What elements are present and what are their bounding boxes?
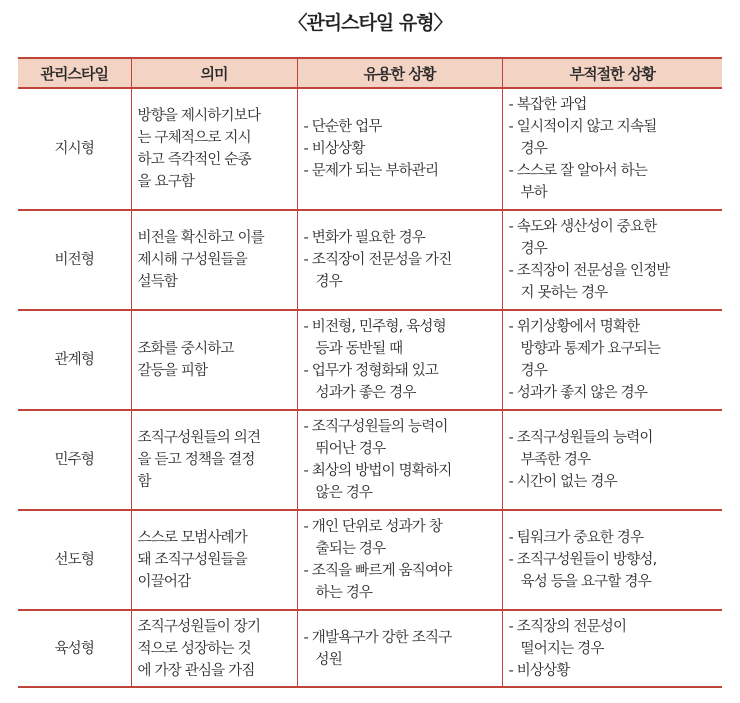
meaning-line: 이끌어감	[137, 574, 191, 590]
unsuitable-line: - 조직장의 전문성이	[508, 618, 627, 635]
table-row	[18, 610, 722, 687]
header-useful: 유용한 상황	[297, 58, 502, 88]
style-name: 선도형	[18, 510, 131, 610]
useful-line: - 개인 단위로 성과가 창	[303, 519, 443, 535]
useful-line: 성과가 좋은 경우	[315, 385, 416, 401]
useful-cell	[297, 210, 502, 310]
useful-line: - 조직구성원들의 능력이	[303, 419, 448, 435]
useful-cell	[297, 510, 502, 610]
style-name: 지시형	[18, 88, 131, 210]
table-row	[18, 310, 722, 410]
header-unsuitable: 부적절한 상황	[502, 58, 722, 88]
useful-cell	[297, 610, 502, 687]
table-row	[18, 88, 722, 210]
useful-line: - 개발욕구가 강한 조직구	[303, 629, 452, 646]
meaning-cell	[131, 310, 297, 410]
meaning-line: 하고 즉각적인 순종	[137, 152, 251, 168]
header-meaning: 의미	[131, 58, 297, 88]
useful-line: - 문제가 되는 부하관리	[303, 163, 439, 179]
style-name: 육성형	[18, 610, 131, 687]
table-row	[18, 510, 722, 610]
style-name: 민주형	[18, 410, 131, 510]
unsuitable-line: 떨어지는 경우	[520, 640, 604, 657]
useful-cell	[297, 410, 502, 510]
meaning-line: 함	[137, 474, 151, 490]
useful-line: - 비전형, 민주형, 육성형	[303, 319, 446, 335]
unsuitable-line: - 속도와 생산성이 중요한	[508, 219, 657, 235]
meaning-line: 비전을 확신하고 이를	[137, 230, 264, 246]
meaning-cell	[131, 210, 297, 310]
useful-line: 성원	[315, 651, 342, 668]
unsuitable-line: - 위기상황에서 명확한	[508, 319, 640, 335]
meaning-line: 을 듣고 정책을 결정	[137, 452, 255, 468]
unsuitable-line: - 조직구성원들이 방향성,	[508, 552, 657, 568]
useful-line: 경우	[315, 274, 342, 290]
meaning-line: 제시해 구성원들을	[137, 252, 247, 268]
unsuitable-line: 부하	[520, 185, 547, 201]
meaning-cell	[131, 88, 297, 210]
meaning-line: 방향을 제시하기보다	[137, 108, 261, 124]
unsuitable-line: 지 못하는 경우	[520, 285, 608, 301]
unsuitable-line: - 팀워크가 중요한 경우	[508, 530, 644, 546]
meaning-line: 조직구성원들이 장기	[137, 618, 261, 635]
meaning-line: 는 구체적으로 지시	[137, 130, 251, 146]
useful-line: - 최상의 방법이 명확하지	[303, 463, 452, 479]
unsuitable-cell	[502, 210, 722, 310]
unsuitable-line: 경우	[520, 141, 547, 157]
useful-line: 않은 경우	[315, 485, 373, 501]
meaning-line: 스스로 모범사례가	[137, 530, 247, 546]
useful-line: - 조직을 빠르게 움직여야	[303, 563, 452, 579]
meaning-cell	[131, 610, 297, 687]
unsuitable-line: 육성 등을 요구할 경우	[520, 574, 651, 590]
unsuitable-line: - 시간이 없는 경우	[508, 474, 617, 490]
meaning-line: 조화를 중시하고	[137, 341, 234, 357]
unsuitable-cell	[502, 310, 722, 410]
table-row	[18, 410, 722, 510]
table-row	[18, 210, 722, 310]
meaning-line: 설득함	[137, 274, 178, 290]
useful-cell	[297, 88, 502, 210]
meaning-cell	[131, 510, 297, 610]
meaning-line: 을 요구함	[137, 174, 195, 190]
page-title: 〈관리스타일 유형〉	[288, 12, 452, 34]
unsuitable-line: 부족한 경우	[520, 452, 591, 468]
unsuitable-line: - 성과가 좋지 않은 경우	[508, 385, 648, 401]
unsuitable-line: - 조직구성원들의 능력이	[508, 430, 653, 446]
style-name: 비전형	[18, 210, 131, 310]
useful-line: - 업무가 정형화돼 있고	[303, 363, 439, 379]
useful-line: - 비상상황	[303, 141, 365, 157]
management-style-table	[18, 57, 722, 688]
unsuitable-line: 방향과 통제가 요구되는	[520, 341, 661, 357]
useful-line: - 변화가 필요한 경우	[303, 230, 426, 246]
unsuitable-line: 경우	[520, 363, 547, 379]
meaning-line: 에 가장 관심을 가짐	[137, 662, 255, 679]
table-header-row	[18, 58, 722, 88]
unsuitable-line: - 복잡한 과업	[508, 97, 587, 113]
meaning-line: 적으로 성장하는 것	[137, 640, 251, 657]
useful-line: - 조직장이 전문성을 가진	[303, 252, 452, 268]
header-style: 관리스타일	[18, 58, 131, 88]
useful-line: 등과 동반될 때	[315, 341, 403, 357]
meaning-line: 조직구성원들의 의견	[137, 430, 261, 446]
unsuitable-cell	[502, 410, 722, 510]
unsuitable-line: - 일시적이지 않고 지속될	[508, 119, 657, 135]
useful-line: 출되는 경우	[315, 541, 386, 557]
useful-line: 뛰어난 경우	[315, 441, 386, 457]
unsuitable-cell	[502, 88, 722, 210]
meaning-line: 갈등을 피함	[137, 363, 208, 379]
unsuitable-line: - 스스로 잘 알아서 하는	[508, 163, 648, 179]
unsuitable-line: - 조직장이 전문성을 인정받	[508, 263, 670, 279]
meaning-line: 돼 조직구성원들을	[137, 552, 247, 568]
style-name: 관계형	[18, 310, 131, 410]
useful-line: - 단순한 업무	[303, 119, 382, 135]
meaning-cell	[131, 410, 297, 510]
unsuitable-cell	[502, 610, 722, 687]
unsuitable-line: 경우	[520, 241, 547, 257]
unsuitable-line: - 비상상황	[508, 662, 570, 679]
useful-cell	[297, 310, 502, 410]
unsuitable-cell	[502, 510, 722, 610]
useful-line: 하는 경우	[315, 585, 373, 601]
